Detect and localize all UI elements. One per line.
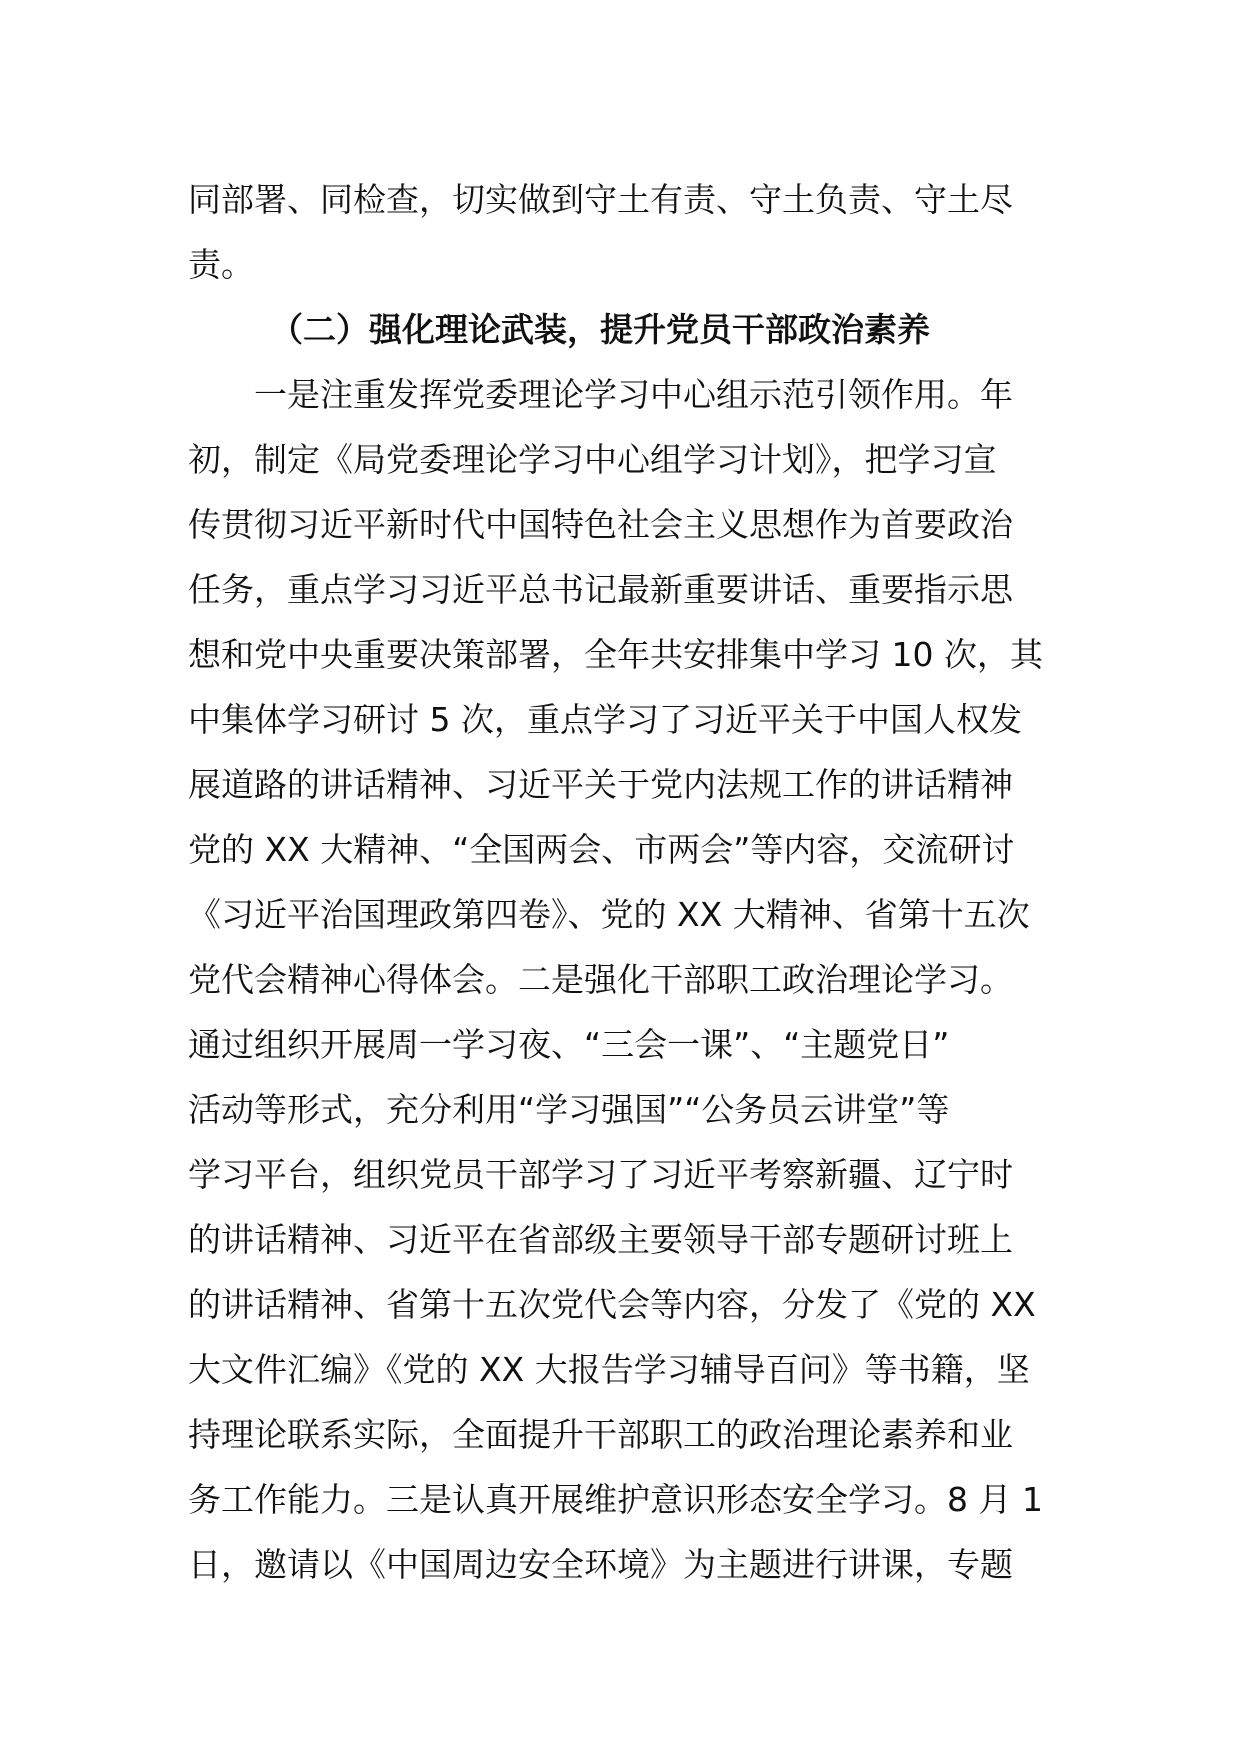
text-line: 通过组织开展周一学习夜、“三会一课”、“主题党日” (188, 1025, 950, 1064)
text-line: 同部署、同检查，切实做到守土有责、守土负责、守土尽 (188, 180, 1013, 219)
text-line: 务工作能力。三是认真开展维护意识形态安全学习。8 月 1 (188, 1480, 1043, 1519)
body-text (188, 167, 1068, 1597)
text-line: 日，邀请以《中国周边安全环境》为主题进行讲课，专题 (188, 1545, 1013, 1584)
paragraph-first-line: 一是注重发挥党委理论学习中心组示范引领作用。年 (254, 375, 1013, 414)
text-line: 的讲话精神、省第十五次党代会等内容，分发了《党的 XX (188, 1285, 1036, 1324)
section-heading: （二）强化理论武装，提升党员干部政治素养 (270, 310, 930, 349)
text-line: 展道路的讲话精神、习近平关于党内法规工作的讲话精神 (188, 765, 1013, 804)
text-line: 传贯彻习近平新时代中国特色社会主义思想作为首要政治 (188, 505, 1013, 544)
text-line: 活动等形式，充分利用“学习强国”“公务员云讲堂”等 (188, 1090, 950, 1129)
text-line: 任务，重点学习习近平总书记最新重要讲话、重要指示思 (188, 570, 1013, 609)
text-line: 想和党中央重要决策部署，全年共安排集中学习 10 次，其 (188, 635, 1043, 674)
text-line: 学习平台，组织党员干部学习了习近平考察新疆、辽宁时 (188, 1155, 1013, 1194)
text-line: 持理论联系实际，全面提升干部职工的政治理论素养和业 (188, 1415, 1013, 1454)
text-line: 《习近平治国理政第四卷》、党的 XX 大精神、省第十五次 (188, 895, 1030, 934)
text-line: 初，制定《局党委理论学习中心组学习计划》，把学习宣 (188, 440, 997, 479)
text-line: 中集体学习研讨 5 次，重点学习了习近平关于中国人权发 (188, 700, 1022, 739)
text-line: 大文件汇编》《党的 XX 大报告学习辅导百问》等书籍，坚 (188, 1350, 1030, 1389)
text-line: 责。 (188, 245, 254, 284)
text-line: 党代会精神心得体会。二是强化干部职工政治理论学习。 (188, 960, 1013, 999)
text-line: 的讲话精神、习近平在省部级主要领导干部专题研讨班上 (188, 1220, 1013, 1259)
text-line: 党的 XX 大精神、“全国两会、市两会”等内容，交流研讨 (188, 830, 1015, 869)
